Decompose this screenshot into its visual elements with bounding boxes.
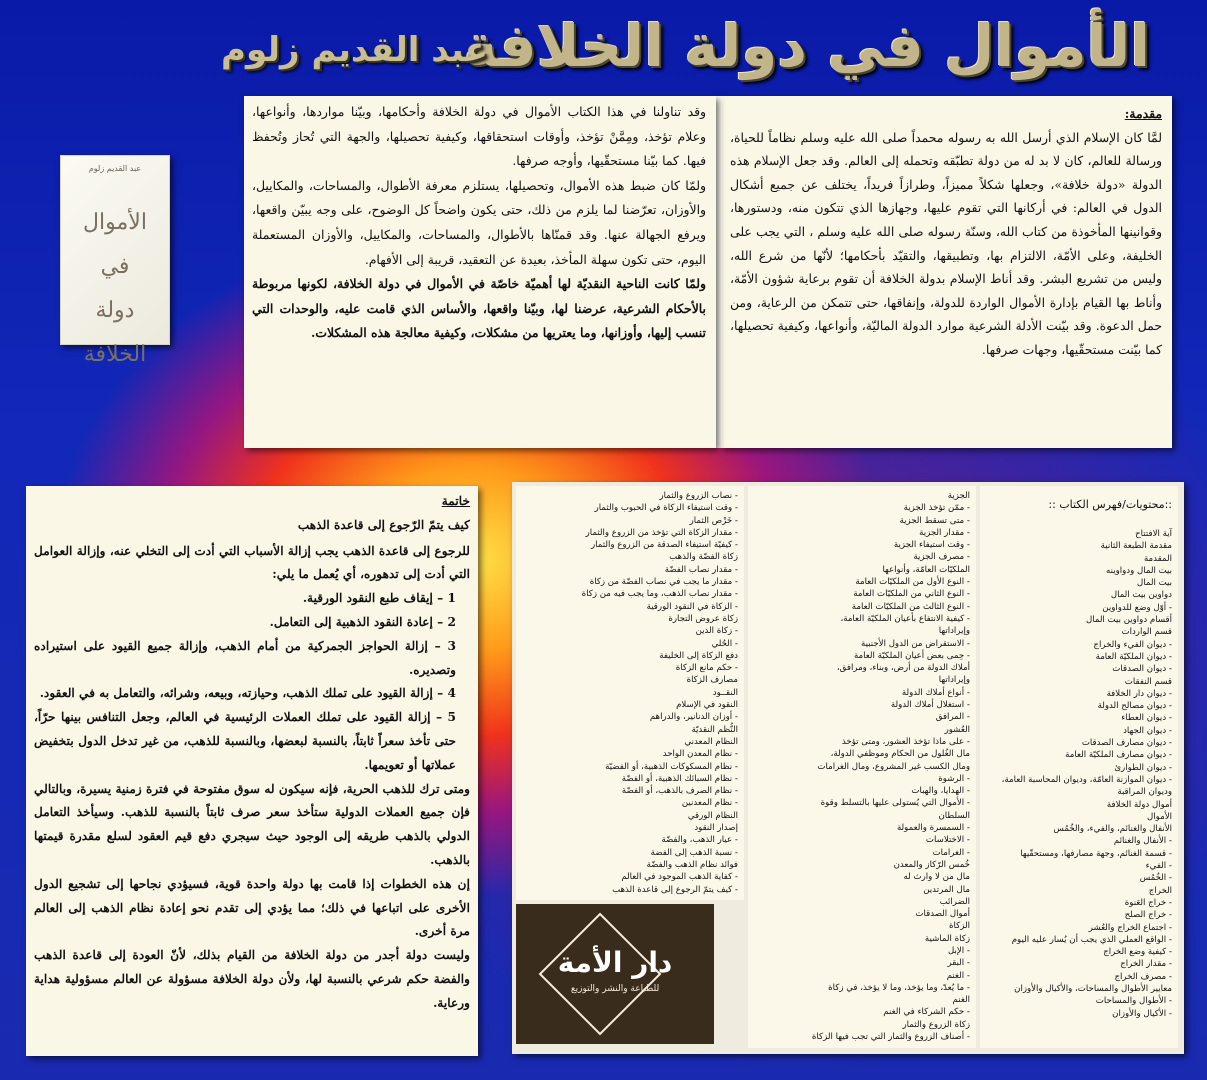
toc-entry: - مصرف الخراج (1114, 971, 1172, 982)
conclusion-item: 3 – إزالة الحواجز الجمركية من أمام الذهب، وإزالة جميع القيود على استيراده وتصديره. (34, 638, 456, 677)
toc-entry: - البقر (947, 958, 970, 969)
toc-entry: - كيفية الانتفاع بأعيان الملكيّة العامة، (840, 613, 970, 624)
conclusion-intro: للرجوع إلى قاعدة الذهب يجب إزالة الأسباب التي أدت إلى التخلي عنه، وإزالة العوامل التي أدت إلى تدهوره، أي يُعمل ما يلي: (34, 543, 470, 582)
toc-entry: - الواقع العملي الذي يجب أن يُسار عليه اليوم (1011, 934, 1172, 945)
toc-entry: - مصرف الجزية (913, 552, 970, 563)
toc-entry: - ديوان العطاء (1121, 713, 1172, 724)
author-name: عبد القديم زلوم (221, 30, 488, 70)
toc-entry: - أوّل وضع للدواوين (1102, 602, 1172, 613)
toc-entry: الجزية (947, 491, 970, 501)
toc-column-1 (980, 486, 1178, 1048)
toc-entry: الأموال (1147, 811, 1172, 822)
cover-author: عبد القديم زلوم (88, 164, 142, 173)
conclusion-item: 4 – إزالة القيود على تملك الذهب، وحيازته، وبيعه، وشرائه، والتعامل به في العقود. (39, 686, 456, 701)
toc-entry: الزكاة (949, 921, 970, 932)
conclusion-item: 1 – إيقاف طبع النقود الورقية. (302, 591, 456, 606)
toc-entry: فوائد نظام الذهب والفضّة (646, 859, 738, 870)
conclusion-subheading: كيف يتمّ الرّجوع إلى قاعدة الذهب (297, 517, 470, 532)
toc-entry: - وقت استيفاء الجزية (893, 540, 970, 551)
toc-entry: - ديوان الطوارئ (1114, 762, 1172, 773)
toc-entry: الغنم (952, 995, 970, 1006)
toc-entry: مال من لا وارث له (903, 872, 970, 883)
conclusion-heading: خاتمة (441, 494, 470, 508)
toc-entry: - مقدار نصاب الذهب، وما يجب فيه من زكاة (581, 589, 738, 600)
toc-column-3 (516, 486, 744, 900)
toc-entry: - ديوان الملكيّة العامة (1095, 651, 1172, 662)
toc-entry: - أوزان الدنانير، والدراهم (649, 712, 738, 723)
toc-entry: - حكم الشركاء في الغنم (883, 1007, 970, 1018)
toc-entry: - الأكيال والأوزان (1112, 1008, 1172, 1019)
toc-entry: الخراج (1148, 885, 1172, 896)
toc-entry: وإيراداتها (938, 626, 970, 637)
panel-divider (716, 96, 722, 448)
toc-entry: - نصاب الزروع والثمار (659, 491, 738, 501)
toc-entry: - خراج الصلح (1124, 910, 1172, 921)
toc-entry: - كيف يتمّ الرجوع إلى قاعدة الذهب (612, 884, 738, 895)
toc-entry: - الفيء (1145, 861, 1172, 872)
toc-entry: مال المرتدين (923, 884, 970, 895)
toc-entry: النقــود (712, 687, 738, 698)
toc-entry: - الاختلاسات (925, 835, 970, 846)
toc-entry: مصارف الزكاة (686, 675, 738, 686)
conclusion-paragraph: وليست دولة أجدر من دولة الخلافة من القيام بذلك، لأنّ العودة إلى قاعدة الذهب والفضة حكم شرعي بالنسبة لها، ولأن دولة الخلافة مسؤولة عن العالم مسؤولية هداية ورعاية. (34, 948, 470, 1010)
toc-entry: دفع الزكاة إلى الخليفة (659, 650, 738, 661)
toc-entry: - ديوان مصالح الدولة (1097, 701, 1172, 712)
toc-heading: ::محتويات/فهرس الكتاب :: (1048, 498, 1172, 511)
conclusion-panel (26, 486, 478, 1056)
toc-entry: - الهدايا، والهبات (911, 786, 970, 797)
toc-entry: - الأنفال والغنائم (1113, 836, 1172, 847)
toc-column-2 (748, 486, 976, 1048)
toc-entry: - الغرامات (932, 847, 970, 858)
toc-entry: العُشور (944, 724, 970, 735)
introduction-text: لمَّا كان الإسلام الذي أرسل الله به رسوله محمداً صلى الله عليه وسلم نظاماً للحياة، ورسالة للعالم، كان لا بد له من دولة تطبّقه وتحمله إلى العالم. وقد جعل الإسلام هذه الدولة «دولة خلافة»، وجعلها شكلاً مميزاً، وطرازاً فريداً، يختلف عن جميع أشكال الدول في العالم: في أركانها التي تقوم عليها، وجهازها الذي تتكون منه، ودستورها، وقوانينها المأخوذة من كتاب الله، وسنّة رسوله صلى الله عليه وسلم ، التي يجب على الخليفة، وعلى الأمّة، الالتزام بها، وتطبيقها، والتقيّد بأحكامها؛ لأنّها من شرع الله، وليس من تشريع البشر. وقد أناط الإسلام بدولة الخلافة أن تقوم برعاية شؤون الأمّة، وأناط بها القيام بإدارة الأموال الواردة للدولة، وإنفاقها، حتى تتمكن من الرعاية، ومن حمل الدعوة. وقد بيّنت الأدلة الشرعية موارد الدولة الماليّة، وأنواعها، وكيفية تحصيلها، كما بيّنت مستحقّيها، وجهات صرفها. (730, 129, 1162, 357)
toc-entry: الملكيّات العامّة، وأنواعها (882, 564, 970, 575)
toc-entry: زكاة الماشية (924, 933, 970, 944)
toc-entry: - ديوان مصارف الصدقات (1081, 738, 1172, 749)
toc-entry: - قسمة الغنائم، وجهة مصارفها، ومستحقّيها (1020, 848, 1172, 859)
publisher-name: دار الأمة (557, 946, 673, 979)
toc-entry: - المرافق (935, 712, 970, 723)
introduction-continuation-panel (244, 96, 716, 448)
toc-entry: - النوع الثالث من الملكيّات العامة (851, 601, 970, 612)
cover-title-line: الأموال (83, 210, 147, 235)
introduction-paragraph: ولمّا كان ضبط هذه الأموال، وتحصيلها، يستلزم معرفة الأطوال، والمساحات، والمكاييل، والأوزان، تعرّضنا لما يلزم من ذلك، حتى يكون واضحاً كل الوضوح، على وجه يبيّن واقعها، ويرفع الجهالة عنها. وقد قمنّاها بالأطوال، والمساحات، والمكاييل، والأوزان المستعملة اليوم، حتى تكون سهلة المأخذ، بعيدة عن التعقيد، قريبة إلى الأفهام. (252, 177, 706, 267)
toc-entry: وديوان المراقبة (1117, 787, 1172, 798)
toc-entry: مال الغُلول من الحكام وموظفي الدولة، (830, 749, 970, 760)
toc-entry: - النوع الثاني من الملكيّات العامة (853, 589, 970, 600)
toc-entry: أملاك الدولة من أرض، وبناء، ومرافق، (836, 663, 970, 674)
toc-entry: - ديوان دار الخلافة (1106, 688, 1172, 699)
toc-entry: - ديوان الصدقات (1112, 664, 1172, 675)
toc-entry: - الزكاة في النقود الورقية (646, 601, 738, 612)
introduction-paragraph: وقد تناولنا في هذا الكتاب الأموال في دولة الخلافة وأحكامها، وبيّنا مواردها، وأنواعها، وعلام تؤخذ، ومِمَّنْ تؤخذ، وأوقات استحقاقها، وكيفية تحصيلها، والجهة التي تُحاز وتُحفظ فيها. كما بيّنا مستحقّيها، وأوجه صرفها. (252, 104, 706, 169)
toc-entry: - حكم مانع الزكاة (675, 663, 738, 674)
toc-entry: - مقدار نصاب الفضّة (664, 564, 738, 575)
conclusion-paragraph: ومتى ترك للذهب الحرية، فإنه سيكون له سوق مفتوحة في فترة زمنية يسيرة، وبالتالي فإن جميع العملات الدولية ستأخذ سعر صرف ثابتاً بالنسبة للذهب. وسيأخذ التعامل الدولي بالذهب طريقه إلى الوجود حيث سيجري دفع قيم العقود لسلع مقدرة قيمتها بالذهب. (34, 781, 470, 867)
toc-entry: - الإبل (947, 945, 970, 956)
toc-entry: - نظام المعدنين (681, 798, 738, 809)
toc-entry: ومال الكسب غير المشروع، ومال الغرامات (817, 761, 970, 772)
toc-entry: - النوع الأول من الملكيّات العامة (855, 577, 970, 588)
toc-entry: إصدار النقود (694, 823, 738, 834)
toc-entry: - حِمى بعض أعيان الملكيّة العامة (853, 650, 970, 661)
toc-entry: النظام المعدني (684, 736, 738, 747)
toc-entry: - ديوان الموازنة العامّة، وديوان المحاسبة العامة، (1001, 774, 1172, 785)
toc-entry: - نظام الصرف بالذهب، أو الفضّة (621, 786, 738, 797)
toc-entry: - خَرْص الثمار (689, 515, 738, 526)
toc-entry: - ديوان الجهاد (1123, 725, 1172, 736)
toc-entry: آية الافتتاح (1135, 529, 1172, 539)
toc-entry: مقدمة الطبعة الثانية (1100, 541, 1172, 552)
conclusion-item: 5 – إزالة القيود على تملك العملات الرئيسية في العالم، وجعل التنافس بينها حرّاً، حتى تأخذ سعراً ثابتاً، بالنسبة لبعضها، وبالنسبة للذهب، من غير تدخل الدول بتخفيض عملاتها أو تعويمها. (34, 710, 456, 772)
toc-entry: معايير الأطوال والمساحات، والأكيال والأوزان (1014, 983, 1172, 994)
toc-entry: - كيفيّة استيفاء الصدقة من الزروع والثمار (591, 540, 738, 551)
toc-entry: بيت المال ودواوينه (1106, 565, 1172, 576)
toc-entry: - الغنم (946, 970, 970, 981)
toc-entry: النُّظم النقديّة (691, 724, 738, 735)
toc-entry: - استغلال أملاك الدولة (890, 700, 970, 711)
toc-entry: - متى تسقط الجزية (899, 515, 970, 526)
cover-title-line: دولة الخلافة (83, 298, 147, 367)
toc-entry: النظام الورقي (687, 810, 738, 821)
toc-entry: بيت المال (1137, 578, 1172, 589)
toc-entry: أقسام دواوين بيت المال (1085, 615, 1172, 626)
toc-entry: - نظام المعدن الواحد (662, 749, 738, 760)
toc-entry: - على ماذا تؤخذ العشور، ومتى تؤخذ (841, 736, 970, 747)
toc-entry: - ممّن تؤخذ الجزية (903, 503, 970, 514)
publisher-logo (516, 904, 714, 1044)
toc-entry: - الرشوة (938, 773, 970, 784)
toc-entry: زكاة الفضّة والذهب (669, 552, 738, 563)
toc-entry: السلطان (938, 810, 970, 821)
toc-entry: - الحُلي (711, 638, 738, 649)
toc-entry: - أصناف الزروع والثمار التي تجب فيها الزكاة (811, 1032, 970, 1043)
toc-entry: - كيفية وضع الخراج (1103, 947, 1172, 958)
toc-entry: قسم النفقات (1124, 676, 1172, 687)
toc-entry: - وقت استيفاء الزكاة في الحبوب والثمار (594, 503, 738, 514)
conclusion-paragraph: إن هذه الخطوات إذا قامت بها دولة واحدة قوية، فسيؤدي نجاحها إلى تشجيع الدول الأخرى على اتباعها في ذلك؛ مما يؤدي إلى تقدم نحو إعادة نظام الذهب إلى العالم مرة أخرى. (34, 876, 470, 939)
toc-entry: - الأموال التي يُستولى عليها بالتسلط وقوة (820, 798, 970, 809)
conclusion-item: 2 – إعادة النقود الذهبية إلى التعامل. (269, 614, 456, 629)
toc-entry: - ديوان الفيء والخراج (1093, 639, 1172, 650)
introduction-paragraph: ولمّا كانت الناحية النقديّة لها أهميّة خاصّة في الأموال في دولة الخلافة، لكونها مربوطة بالأحكام الشرعية، عرضنا لها، وبيّنا واقعها، والأساس الذي قامت عليه، والوحدات التي تنسب إليها، وأوزانها، وما يعتريها من مشكلات، وكيفية معالجة هذه المشكلات. (252, 276, 706, 341)
toc-entry: النقود في الإسلام (676, 700, 738, 711)
toc-entry: زكاة الزروع والثمار (902, 1019, 970, 1030)
toc-entry: زكاة عروض التجارة (668, 613, 738, 624)
toc-entry: - اجتماع الخراج والعُشر (1088, 922, 1172, 933)
toc-entry: - مقدار الجزية (919, 527, 970, 538)
toc-entry: - أنواع أملاك الدولة (901, 687, 970, 698)
toc-entry: - زكاة الدين (695, 626, 738, 637)
toc-entry: - مقدار الزكاة التي تؤخذ من الزروع والثمار (585, 527, 738, 538)
toc-entry: - مقدار ما يجب في نصاب الفضّة من زكاة (589, 577, 738, 588)
toc-entry: - نظام السبائك الذهبية، أو الفضّة (621, 773, 738, 784)
toc-entry: دواوين بيت المال (1110, 590, 1172, 601)
toc-entry: - عيار الذهب، والفضّة (661, 835, 738, 846)
publisher-tagline: للطباعة والنشر والتوزيع (570, 984, 660, 994)
book-cover (60, 155, 170, 367)
cover-title (67, 201, 163, 377)
toc-entry: أموال الصدقات (915, 909, 970, 920)
toc-entry: - خراج العَنوة (1124, 897, 1172, 908)
toc-entry: خُمس الرّكاز والمعدن (893, 859, 970, 870)
toc-entry: - الأطوال والمساحات (1095, 996, 1172, 1007)
toc-entry: - ديوان مصارف الملكيّة العامة (1065, 750, 1172, 761)
toc-entry: - كفاية الذهب الموجود في العالم (621, 872, 738, 883)
toc-entry: - الاستقراض من الدول الأجنبية (860, 638, 970, 649)
toc-entry: المقدمة (1143, 553, 1172, 564)
introduction-panel (720, 96, 1172, 448)
toc-entry: الضرائب (939, 896, 970, 907)
toc-entry: - مقدار الخراج (1120, 959, 1172, 970)
toc-entry: - ما يُعدّ، وما يؤخذ، وما لا يؤخذ، في زكاة (828, 982, 970, 993)
toc-entry: - نسبة الذهب إلى الفضة (650, 847, 738, 858)
toc-entry: الأنفال والغنائم، والفيء، والخُمُس (1053, 824, 1172, 835)
toc-entry: - الخُمُس (1139, 873, 1172, 884)
toc-entry: - نظام المسكوكات الذهبية، أو الفضيّة (605, 761, 738, 772)
book-title: الأموال في دولة الخلافة (463, 12, 1150, 80)
toc-entry: وإيراداتها (938, 675, 970, 686)
toc-entry: قسم الواردات (1121, 627, 1172, 638)
cover-title-line: في (100, 254, 130, 279)
toc-entry: - السمسرة والعمولة (896, 823, 970, 834)
introduction-heading: مقدمة: (1124, 106, 1162, 121)
toc-entry: أموال دولة الخلافة (1106, 799, 1172, 810)
